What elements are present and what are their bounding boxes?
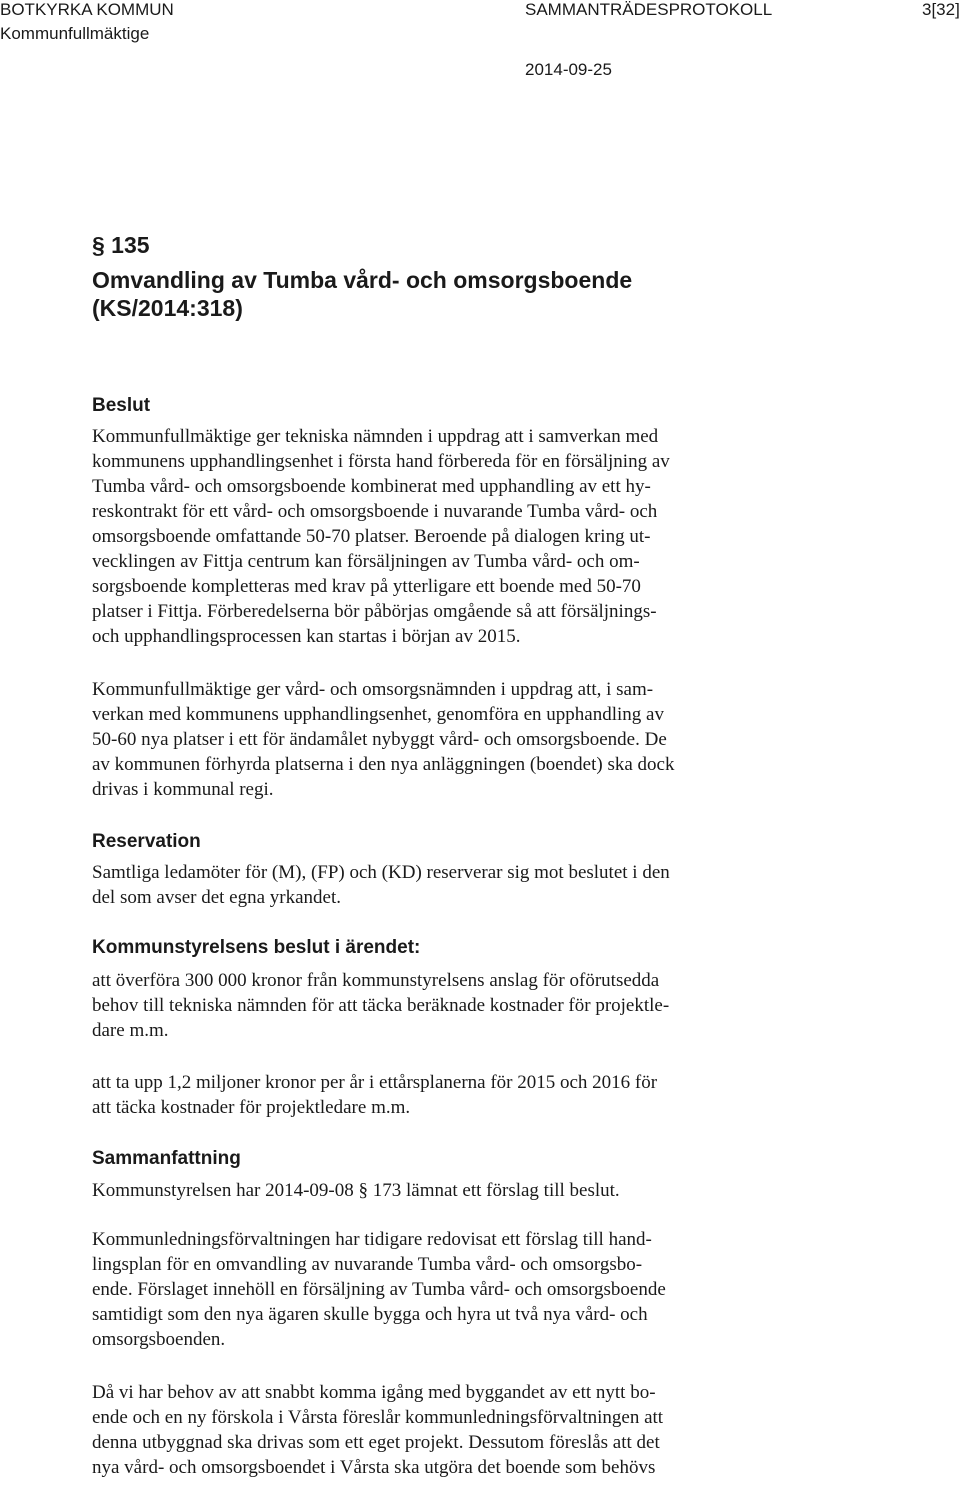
text-line: omsorgsboenden. [92,1329,226,1350]
text-line: denna utbyggnad ska drivas som ett eget projekt. Dessutom föreslås att det [92,1432,660,1453]
sammanfattning-paragraph-2 [92,1227,912,1352]
text-line: omsorgsboende omfattande 50-70 platser. Beroende på dialogen kring ut- [92,526,651,547]
text-line: av kommunen förhyrda platserna i den nya anläggningen (boendet) ska dock [92,754,675,775]
text-line: nya vård- och omsorgsboendet i Vårsta ska utgöra det boende som behövs [92,1457,656,1478]
section-title [92,266,912,322]
text-line: vecklingen av Fittja centrum kan försäljningen av Tumba vård- och om- [92,551,640,572]
text-line: Kommunfullmäktige ger tekniska nämnden i uppdrag att i samverkan med [92,426,659,447]
text-line: ende och en ny förskola i Vårsta föreslår kommunledningsförvaltningen att [92,1407,664,1428]
text-line: Kommunledningsförvaltningen har tidigare redovisat ett förslag till hand- [92,1229,652,1250]
text-line: del som avser det egna yrkandet. [92,887,342,908]
text-line: lingsplan för en omvandling av nuvarande Tumba vård- och omsorgsbo- [92,1254,643,1275]
text-line: 50-60 nya platser i ett för ändamålet nybyggt vård- och omsorgsboende. De [92,729,667,750]
text-line: Kommunstyrelsen har 2014-09-08 § 173 lämnat ett förslag till beslut. [92,1180,620,1201]
text-line: och upphandlingsprocessen kan startas i början av 2015. [92,626,521,647]
text-line: att ta upp 1,2 miljoner kronor per år i ettårsplanerna för 2015 och 2016 för [92,1072,658,1093]
ks-beslut-heading: Kommunstyrelsens beslut i ärendet: [92,937,421,958]
text-line: Tumba vård- och omsorgsboende kombinerat med upphandling av ett hy- [92,476,651,497]
sammanfattning-heading: Sammanfattning [92,1148,241,1169]
text-line: Kommunfullmäktige ger vård- och omsorgsnämnden i uppdrag att, i sam- [92,679,654,700]
organization-name: BOTKYRKA KOMMUN [0,0,174,19]
committee-name: Kommunfullmäktige [0,24,150,43]
section-title-line: Omvandling av Tumba vård- och omsorgsboende [92,267,633,293]
text-line: ende. Förslaget innehöll en försäljning av Tumba vård- och omsorgsboende [92,1279,666,1300]
text-line: Då vi har behov av att snabbt komma igång med byggandet av ett nytt bo- [92,1382,656,1403]
text-line: reskontrakt för ett vård- och omsorgsboende i nuvarande Tumba vård- och [92,501,658,522]
ks-beslut-paragraph-1 [92,968,912,1043]
beslut-paragraph-1 [92,424,912,649]
ks-beslut-paragraph-2 [92,1070,912,1120]
section-title-line: (KS/2014:318) [92,295,243,321]
text-line: samtidigt som den nya ägaren skulle bygga och hyra ut två nya vård- och [92,1304,648,1325]
page-number: 3[32] [922,0,960,19]
text-line: drivas i kommunal regi. [92,779,274,800]
sammanfattning-paragraph-1 [92,1178,912,1203]
text-line: sorgsboende kompletteras med krav på ytterligare ett boende med 50-70 [92,576,641,597]
text-line: verkan med kommunens upphandlingsenhet, genomföra en upphandling av [92,704,664,725]
text-line: behov till tekniska nämnden för att täcka beräknade kostnader för projektle- [92,995,670,1016]
reservation-paragraph [92,860,912,910]
text-line: Samtliga ledamöter för (M), (FP) och (KD) reserverar sig mot beslutet i den [92,862,670,883]
text-line: platser i Fittja. Förberedelserna bör påbörjas omgående så att försäljnings- [92,601,657,622]
section-number: § 135 [92,232,150,258]
text-line: kommunens upphandlingsenhet i första hand förbereda för en försäljning av [92,451,670,472]
document-date: 2014-09-25 [525,60,612,79]
sammanfattning-paragraph-3 [92,1380,912,1480]
text-line: att täcka kostnader för projektledare m.m. [92,1097,411,1118]
reservation-heading: Reservation [92,831,201,852]
document-type: SAMMANTRÄDESPROTOKOLL [525,0,773,19]
beslut-paragraph-2 [92,677,912,802]
beslut-heading: Beslut [92,395,151,416]
text-line: dare m.m. [92,1020,169,1041]
text-line: att överföra 300 000 kronor från kommunstyrelsens anslag för oförutsedda [92,970,660,991]
